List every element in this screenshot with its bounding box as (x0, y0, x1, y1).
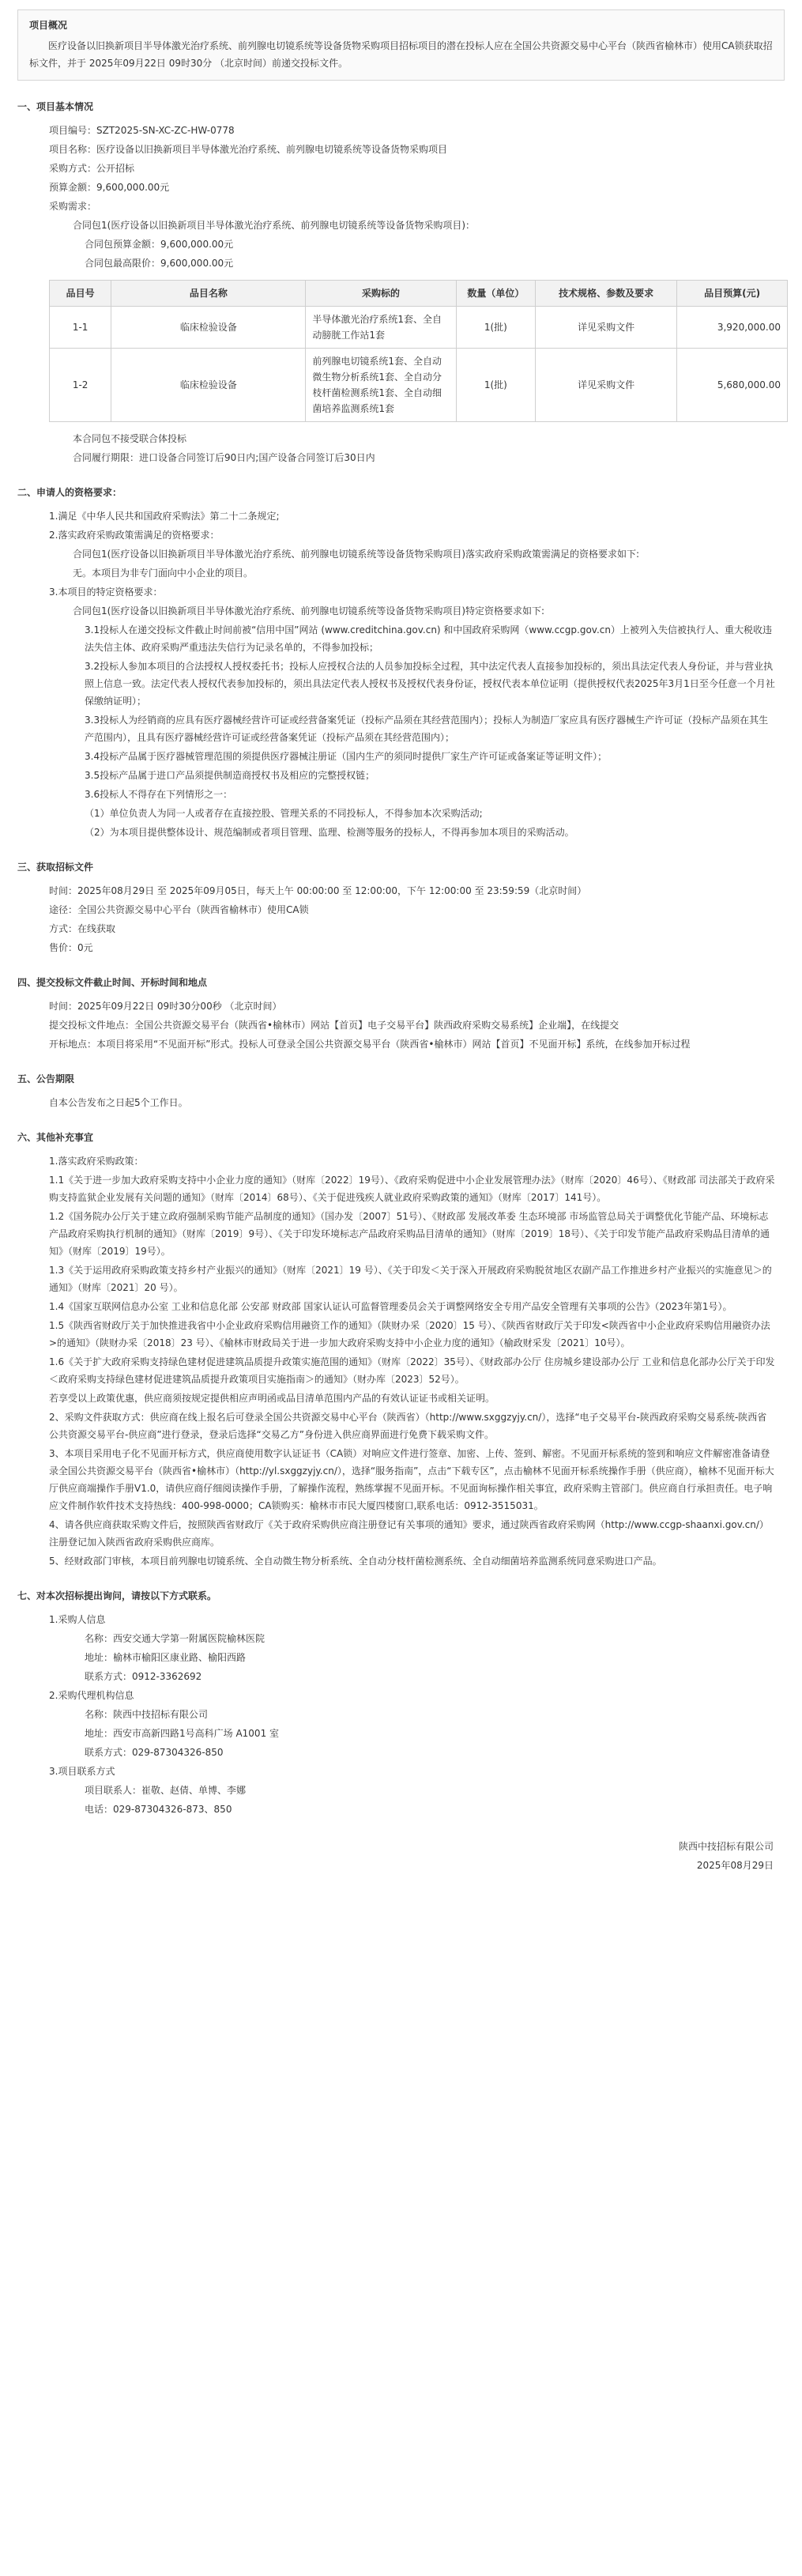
contact-people: 项目联系人：崔敬、赵倩、单博、李娜 (85, 1785, 247, 1796)
section-contact-title: 七、对本次招标提出询问，请按以下方式联系。 (17, 1590, 217, 1601)
table-cell: 临床检验设备 (111, 307, 306, 349)
contract-period: 合同履行期限：进口设备合同签订后90日内;国产设备合同签订后30日内 (73, 452, 375, 463)
obtain-place: 途径：全国公共资源交易中心平台（陕西省榆林市）使用CA锁 (49, 904, 309, 915)
qual-item: 1.满足《中华人民共和国政府采购法》第二十二条规定; (49, 511, 280, 522)
table-row (50, 349, 788, 422)
qual-item: （1）单位负责人为同一人或者存在直接控股、管理关系的不同投标人，不得参加本次采购活动; (85, 808, 483, 819)
table-cell: 5,680,000.00 (677, 349, 788, 422)
qual-item: 合同包1(医疗设备以旧换新项目半导体激光治疗系统、前列腺电切镜系统等设备货物采购项目)特定资格要求如下: (73, 605, 545, 617)
table-header: 品目预算(元) (677, 281, 788, 307)
section-period-title: 五、公告期限 (17, 1073, 75, 1084)
submit-place: 提交投标文件地点：全国公共资源交易平台（陕西省•榆林市）网站【首页】电子交易平台】陕西政府采购交易系统】企业端】，在线提交 (49, 1020, 619, 1031)
items-table (49, 280, 788, 422)
remote-opening-note: 3、本项目采用电子化不见面开标方式，供应商使用数字认证证书（CA锁）对响应文件进行签章、加密、上传、签到、解密。不见面开标系统的签到和响应文件解密准备请登录全国公共资源交易平台（陕西省•榆林市）（http://yl.sxggzyjy.cn/），选择“服务指南”，点击“下载专区”，点击榆林不见面开标系统操作手册（供应商），榆林不见面开标大厅供应商端操作手册V1.0，请供应商仔细阅读操作手册，了解操作流程，熟练掌握不见面开标。不见面询标操作相关事宜，政府采购主管部门。供应商自行承担责任。电子响应文件制作软件技术支持热线：400-998-0000；CA锁购买：榆林市市民大厦四楼窗口,联系电话：0912-3515031。 (49, 1448, 774, 1511)
policy-item: 1.3《关于运用政府采购政策支持乡村产业振兴的通知》（财库〔2021〕19 号）、《关于印发＜关于深入开展政府采购脱贫地区农副产品工作推进乡村产业振兴的实施意见＞的通知》（财库〔2021〕20 号）。 (49, 1265, 772, 1293)
qual-item: 3.5投标产品属于进口产品须提供制造商授权书及相应的完整授权链； (85, 770, 375, 781)
table-cell: 半导体激光治疗系统1套、全自动膀胱工作站1套 (306, 307, 456, 349)
announcement-period: 自本公告发布之日起5个工作日。 (49, 1097, 188, 1108)
section-basic-info-title: 一、项目基本情况 (17, 101, 94, 112)
package-title: 合同包1(医疗设备以旧换新项目半导体激光治疗系统、前列腺电切镜系统等设备货物采购项目)： (73, 220, 476, 231)
overview-title: 项目概况 (29, 20, 68, 31)
signature-date: 2025年08月29日 (696, 1860, 774, 1871)
policy-item: 1.5《陕西省财政厅关于加快推进我省中小企业政府采购信用融资工作的通知》（陕财办采〔2020〕15 号）、《陕西省财政厅关于印发<陕西省中小企业政府采购信用融资办法>的通知》（陕财办采〔2018〕23 号）、《榆林市财政局关于进一步加大政府采购支持中小企业力度的通知》（榆政财采发〔2021〕10号）。 (49, 1320, 770, 1348)
consortium-note: 本合同包不接受联合体投标 (73, 433, 187, 444)
procurement-needs: 采购需求： (49, 201, 97, 212)
agent-info-title: 2.采购代理机构信息 (49, 1690, 134, 1701)
deadline-time: 时间：2025年09月22日 09时30分00秒 （北京时间） (49, 1001, 282, 1012)
agent-phone: 联系方式：029-87304326-850 (85, 1747, 224, 1758)
obtain-method: 方式：在线获取 (49, 923, 116, 934)
overview-text: 医疗设备以旧换新项目半导体激光治疗系统、前列腺电切镜系统等设备货物采购项目招标项目的潜在投标人应在全国公共资源交易中心平台（陕西省榆林市）使用CA锁获取招标文件，并于 2025年09月22日 09时30分 （北京时间）前递交投标文件。 (29, 40, 773, 69)
table-cell: 1(批) (456, 349, 536, 422)
policy-intro: 1.落实政府采购政策： (49, 1156, 144, 1167)
package-budget: 合同包预算金额：9,600,000.00元 (85, 239, 234, 250)
table-cell: 详见采购文件 (536, 349, 677, 422)
policy-item: 若享受以上政策优惠，供应商须按规定提供相应声明函或品目清单范围内产品的有效认证证书或相关证明。 (49, 1393, 495, 1404)
agent-address: 地址：西安市高新四路1号高科广场 A1001 室 (85, 1728, 280, 1739)
policy-item: 1.6《关于扩大政府采购支持绿色建材促进建筑品质提升政策实施范围的通知》（财库〔2022〕35号）、《财政部办公厅 住房城乡建设部办公厅 工业和信息化部办公厅关于印发＜政府采购支持绿色建材促进建筑品质提升政策项目实施指南＞的通知》（财办库〔2023〕52号）。 (49, 1356, 775, 1385)
qual-item: 2.落实政府采购政策需满足的资格要求： (49, 530, 220, 541)
buyer-address: 地址：榆林市榆阳区康业路、榆阳西路 (85, 1652, 247, 1663)
procurement-method: 采购方式：公开招标 (49, 163, 135, 174)
qual-item: 3.3投标人为经销商的应具有医疗器械经营许可证或经营备案凭证（投标产品须在其经营范围内）；投标人为制造厂家应具有医疗器械生产许可证（投标产品须在其生产范围内），且具有医疗器械经营许可证或经营备案凭证（投标产品须在其经营范围内）； (85, 715, 769, 743)
table-cell: 前列腺电切镜系统1套、全自动微生物分析系统1套、全自动分枝杆菌检测系统1套、全自动细菌培养监测系统1套 (306, 349, 456, 422)
table-header: 品目号 (50, 281, 111, 307)
qual-item: 3.本项目的特定资格要求： (49, 586, 163, 598)
qual-item: 3.6投标人不得存在下列情形之一： (85, 789, 233, 800)
doc-obtain-method: 2、采购文件获取方式：供应商在线上报名后可登录全国公共资源交易中心平台（陕西省）（http://www.sxggzyjy.cn/），选择“电子交易平台-陕西政府采购交易系统-陕西省公共资源交易平台-供应商”进行登录，登录后选择“交易乙方”身份进入供应商界面进行免费下载采购文件。 (49, 1412, 767, 1440)
section-obtain-docs-title: 三、获取招标文件 (17, 862, 94, 873)
section-deadline-title: 四、提交投标文件截止时间、开标时间和地点 (17, 977, 208, 988)
table-header: 采购标的 (306, 281, 456, 307)
table-header-row (50, 281, 788, 307)
signature-org: 陕西中技招标有限公司 (678, 1841, 774, 1852)
section-qualifications-title: 二、申请人的资格要求： (17, 487, 122, 498)
agent-name: 名称：陕西中技招标有限公司 (85, 1709, 209, 1720)
package-limit: 合同包最高限价：9,600,000.00元 (85, 258, 234, 269)
supplier-registration: 4、请各供应商获取采购文件后，按照陕西省财政厅《关于政府采购供应商注册登记有关事项的通知》要求，通过陕西省政府采购网（http://www.ccgp-shaanxi.gov.cn/）注册登记加入陕西省政府采购供应商库。 (49, 1519, 769, 1548)
qual-item: （2）为本项目提供整体设计、规范编制或者项目管理、监理、检测等服务的投标人，不得再参加本项目的采购活动。 (85, 827, 574, 838)
table-cell: 1(批) (456, 307, 536, 349)
buyer-name: 名称：西安交通大学第一附属医院榆林医院 (85, 1633, 265, 1644)
import-approval: 5、经财政部门审核，本项目前列腺电切镜系统、全自动微生物分析系统、全自动分枝杆菌检测系统、全自动细菌培养监测系统同意采购进口产品。 (49, 1556, 662, 1567)
qual-item: 3.2投标人参加本项目的合法授权人授权委托书；投标人应授权合法的人员参加投标全过程，其中法定代表人直接参加投标的，须出具法定代表人身份证，并与营业执照上信息一致。法定代表人授权代表参加投标的，须出具法定代表人授权书及授权代表身份证，授权代表本单位证明（提供授权代表2025年3月1日至今任意一个月社保缴纳证明）； (85, 661, 775, 707)
qual-item: 3.1投标人在递交投标文件截止时间前被“信用中国”网站 (www.creditchina.gov.cn) 和中国政府采购网（www.ccgp.gov.cn）上被列入失信被执行人、重大税收违法失信主体、政府采购严重违法失信行为记录名单的，不得参加投标； (85, 624, 772, 653)
overview-box (17, 9, 785, 81)
table-cell: 1-1 (50, 307, 111, 349)
obtain-time: 时间：2025年08月29日 至 2025年09月05日，每天上午 00:00:00 至 12:00:00，下午 12:00:00 至 23:59:59（北京时间） (49, 885, 587, 896)
table-cell: 临床检验设备 (111, 349, 306, 422)
qual-item: 合同包1(医疗设备以旧换新项目半导体激光治疗系统、前列腺电切镜系统等设备货物采购项目)落实政府采购政策需满足的资格要求如下: (73, 549, 640, 560)
table-header: 数量（单位） (456, 281, 536, 307)
policy-item: 1.2《国务院办公厅关于建立政府强制采购节能产品制度的通知》（国办发〔2007〕51号）、《财政部 发展改革委 生态环境部 市场监管总局关于调整优化节能产品、环境标志产品政府采购执行机制的通知》（财库〔2019〕9号）、《关于印发环境标志产品政府采购品目清单的通知》（财库〔2019〕18号）、《关于印发节能产品政府采购品目清单的通知》（财库〔2019〕19号）。 (49, 1211, 770, 1257)
table-cell: 详见采购文件 (536, 307, 677, 349)
signature-block (17, 1837, 785, 1875)
table-row (50, 307, 788, 349)
contact-phone: 电话：029-87304326-873、850 (85, 1804, 232, 1815)
contact-info-title: 3.项目联系方式 (49, 1766, 115, 1777)
project-number: 项目编号：SZT2025-SN-XC-ZC-HW-0778 (49, 125, 235, 136)
buyer-info-title: 1.采购人信息 (49, 1614, 106, 1625)
project-name: 项目名称：医疗设备以旧换新项目半导体激光治疗系统、前列腺电切镜系统等设备货物采购项目 (49, 144, 448, 155)
budget-amount: 预算金额：9,600,000.00元 (49, 182, 170, 193)
table-header: 技术规格、参数及要求 (536, 281, 677, 307)
policy-item: 1.4《国家互联网信息办公室 工业和信息化部 公安部 财政部 国家认证认可监督管理委员会关于调整网络安全专用产品安全管理有关事项的公告》（2023年第1号）。 (49, 1301, 732, 1312)
table-header: 品目名称 (111, 281, 306, 307)
table-cell: 3,920,000.00 (677, 307, 788, 349)
opening-place: 开标地点：本项目将采用“不见面开标”形式。投标人可登录全国公共资源交易平台（陕西省•榆林市）网站【首页】不见面开标】系统，在线参加开标过程 (49, 1039, 691, 1050)
table-cell: 1-2 (50, 349, 111, 422)
qual-item: 无。本项目为非专门面向中小企业的项目。 (73, 568, 254, 579)
qual-item: 3.4投标产品属于医疗器械管理范围的须提供医疗器械注册证（国内生产的须同时提供厂家生产许可证或备案证等证明文件）； (85, 751, 608, 762)
obtain-price: 售价：0元 (49, 942, 93, 953)
section-other-title: 六、其他补充事宜 (17, 1132, 94, 1143)
buyer-phone: 联系方式：0912-3362692 (85, 1671, 202, 1682)
policy-item: 1.1《关于进一步加大政府采购支持中小企业力度的通知》（财库〔2022〕19号）、《政府采购促进中小企业发展管理办法》（财库〔2020〕46号）、《财政部 司法部关于政府采购支持监狱企业发展有关问题的通知》（财库〔2014〕68号）、《关于促进残疾人就业政府采购政策的通知》（财库〔2017〕141号）。 (49, 1175, 775, 1203)
